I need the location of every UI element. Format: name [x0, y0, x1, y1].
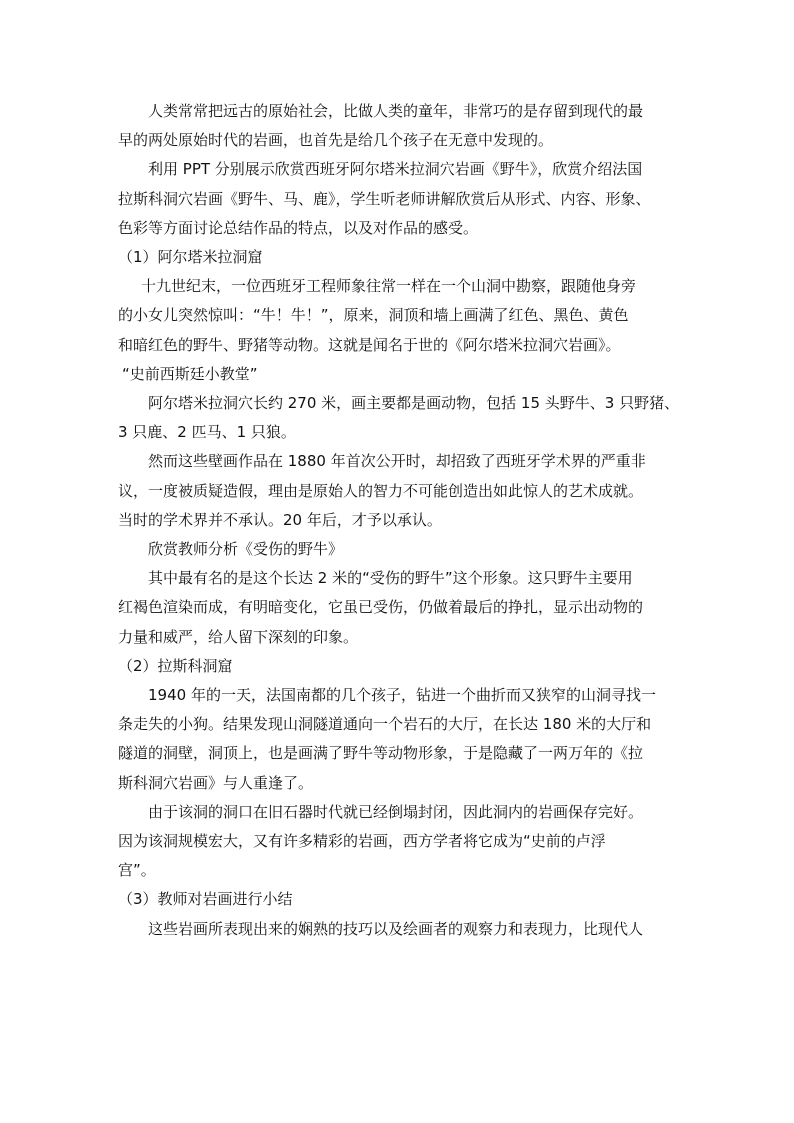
paragraph-line: 由于该洞的洞口在旧石器时代就已经倒塌封闭，因此洞内的岩画保存完好。 [148, 802, 644, 821]
paragraph-line: 3 只鹿、2 匹马、1 只狼。 [118, 423, 296, 442]
paragraph-line: 红褐色渲染而成，有明暗变化，它虽已受伤，仍做着最后的挣扎，显示出动物的 [118, 598, 644, 617]
section-heading: （2）拉斯科洞窟 [118, 656, 233, 675]
paragraph-line: 斯科洞穴岩画》与人重逢了。 [118, 773, 314, 792]
paragraph-line: 色彩等方面讨论总结作品的特点，以及对作品的感受。 [118, 218, 479, 237]
paragraph-line: 宫”。 [118, 861, 156, 880]
paragraph-line: 当时的学术界并不承认。20 年后，才予以承认。 [118, 510, 442, 529]
paragraph-line: 这些岩画所表现出来的娴熟的技巧以及绘画者的观察力和表现力，比现代人 [148, 919, 644, 938]
paragraph-line: 因为该洞规模宏大，又有许多精彩的岩画，西方学者将它成为“史前的卢浮 [118, 832, 606, 851]
paragraph-line: 的小女儿突然惊叫：“牛！牛！”，原来，洞顶和墙上画满了红色、黑色、黄色 [118, 306, 629, 325]
paragraph-line: 议，一度被质疑造假，理由是原始人的智力不可能创造出如此惊人的艺术成就。 [118, 481, 644, 500]
section-heading: （3）教师对岩画进行小结 [118, 890, 293, 909]
paragraph-line: 和暗红色的野牛、野猪等动物。这就是闻名于世的《阿尔塔米拉洞穴岩画》。 [118, 335, 621, 354]
paragraph-line: 早的两处原始时代的岩画，也首先是给几个孩子在无意中发现的。 [118, 131, 554, 150]
paragraph-line: 1940 年的一天，法国南都的几个孩子，钻进一个曲折而又狭窄的山洞寻找一 [148, 686, 656, 705]
document-body [118, 97, 678, 944]
paragraph-line: 力量和威严，给人留下深刻的印象。 [118, 627, 359, 646]
paragraph-line: 拉斯科洞穴岩画《野牛、马、鹿》，学生听老师讲解欣赏后从形式、内容、形象、 [118, 189, 651, 208]
paragraph-line: 人类常常把远古的原始社会，比做人类的童年，非常巧的是存留到现代的最 [148, 102, 644, 120]
paragraph-line: 其中最有名的是这个长达 2 米的“受伤的野牛”这个形象。这只野牛主要用 [148, 569, 633, 588]
section-heading: （1）阿尔塔米拉洞窟 [118, 248, 263, 267]
paragraph-line: 隧道的洞壁，洞顶上，也是画满了野牛等动物形象，于是隐藏了一两万年的《拉 [118, 744, 644, 763]
paragraph-line: 条走失的小狗。结果发现山洞隧道通向一个岩石的大厅，在长达 180 米的大厅和 [118, 715, 652, 734]
paragraph-line: 然而这些壁画作品在 1880 年首次公开时，却招致了西班牙学术界的严重非 [148, 452, 646, 471]
paragraph-line: 阿尔塔米拉洞穴长约 270 米，画主要都是画动物，包括 15 头野牛、3 只野猪、 [148, 394, 680, 413]
paragraph-line: 十九世纪末，一位西班牙工程师象往常一样在一个山洞中勘察，跟随他身旁 [141, 277, 637, 296]
paragraph-line: 利用 PPT 分别展示欣赏西班牙阿尔塔米拉洞穴岩画《野牛》，欣赏介绍法国 [148, 160, 643, 179]
paragraph-line: 欣赏教师分析《受伤的野牛》 [148, 540, 344, 559]
paragraph-line: “史前西斯廷小教堂” [122, 364, 258, 383]
